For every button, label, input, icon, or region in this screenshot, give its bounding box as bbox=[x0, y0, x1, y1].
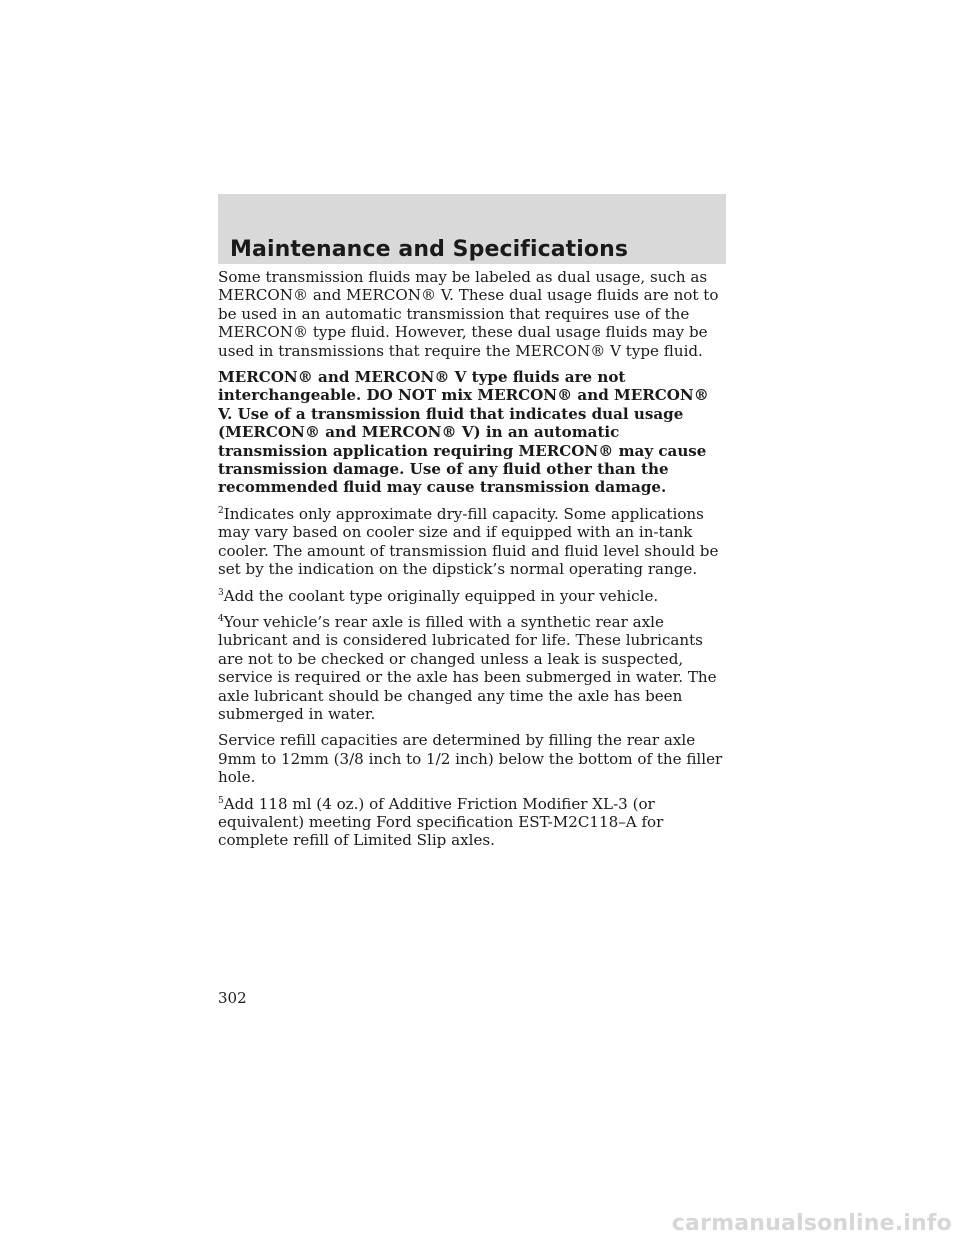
watermark: carmanualsonline.info bbox=[671, 1211, 952, 1236]
footnote-2-text: Indicates only approximate dry-fill capacity. Some applications may vary based on cooler size and if equipped with an in-tank cooler. The amount of transmission fluid and fluid level should be set by the indication on the dipstick’s normal operating range. bbox=[218, 504, 719, 579]
paragraph-dual-usage-fluids: Some transmission fluids may be labeled as dual usage, such as MERCON® and MERCON® V. These dual usage fluids are not to be used in an automatic transmission that requires use of the MERCON® type fluid. However, these dual usage fluids may be used in transmissions that require the MERCON® V type fluid. bbox=[218, 268, 719, 360]
footnote-5-text: Add 118 ml (4 oz.) of Additive Friction Modifier XL-3 (or equivalent) meeting Ford specification EST-M2C118–A for complete refill of Limited Slip axles. bbox=[218, 794, 664, 850]
footnote-5-marker: 5 bbox=[218, 795, 224, 806]
paragraph-refill-capacities: Service refill capacities are determined by filling the rear axle 9mm to 12mm (3/8 inch to 1/2 inch) below the bottom of the filler hole. bbox=[218, 731, 723, 787]
footnote-4 bbox=[218, 613, 728, 723]
footnote-2-marker: 2 bbox=[218, 505, 224, 516]
footnote-5 bbox=[218, 795, 728, 850]
footnote-4-marker: 4 bbox=[218, 613, 224, 624]
section-title: Maintenance and Specifications bbox=[230, 237, 629, 262]
footnote-3-text: Add the coolant type originally equipped in your vehicle. bbox=[223, 586, 659, 605]
footnote-2 bbox=[218, 505, 728, 579]
paragraph-fluid-warning: MERCON® and MERCON® V type fluids are not interchangeable. DO NOT mix MERCON® and MERCON® V. Use of a transmission fluid that indicates dual usage (MERCON® and MERCON® V) in an automatic transmission application requiring MERCON® may cause transmission damage. Use of any fluid other than the recommended fluid may cause transmission damage. bbox=[218, 368, 709, 497]
page-body bbox=[218, 268, 728, 858]
page-number: 302 bbox=[218, 989, 247, 1007]
footnote-3-marker: 3 bbox=[218, 587, 224, 598]
footnote-4-text: Your vehicle’s rear axle is filled with a synthetic rear axle lubricant and is considered lubricated for life. These lubricants are not to be checked or changed unless a leak is suspected, service is required or the axle has been submerged in water. The axle lubricant should be changed any time the axle has been submerged in water. bbox=[218, 612, 717, 723]
section-header-bar bbox=[218, 194, 726, 264]
footnote-3 bbox=[218, 587, 728, 605]
